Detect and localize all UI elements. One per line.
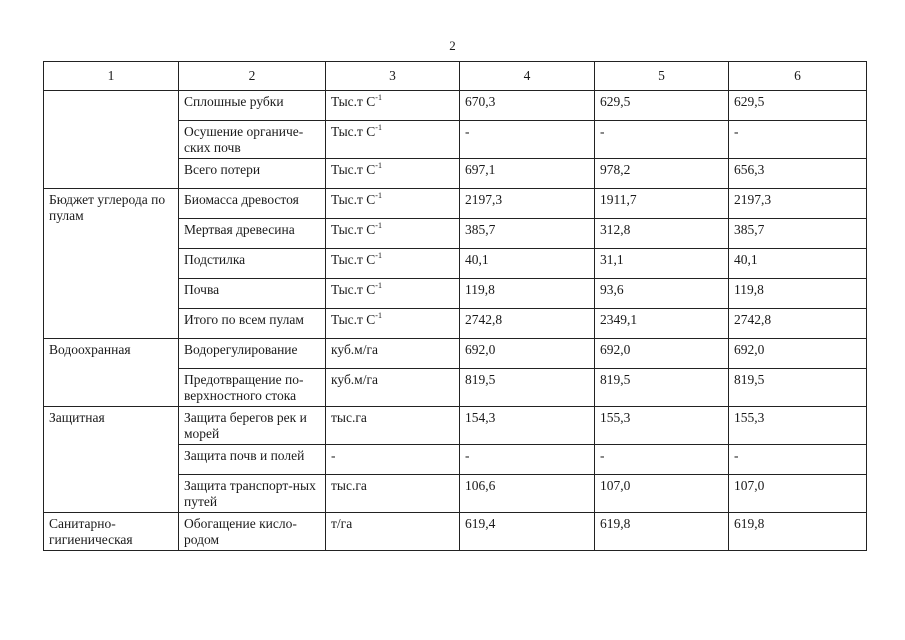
- value-cell: 119,8: [729, 279, 867, 309]
- value-cell: 819,5: [729, 369, 867, 407]
- value-cell: 107,0: [595, 475, 729, 513]
- value-cell: 629,5: [729, 91, 867, 121]
- value-cell: 619,8: [595, 513, 729, 551]
- column-header: 6: [729, 62, 867, 91]
- value-cell: 154,3: [460, 407, 595, 445]
- value-cell: 656,3: [729, 159, 867, 189]
- value-cell: 40,1: [729, 249, 867, 279]
- value-cell: 2742,8: [729, 309, 867, 339]
- value-cell: -: [460, 121, 595, 159]
- unit-cell: Тыс.т $С^{-1}$: [326, 249, 460, 279]
- value-cell: 692,0: [595, 339, 729, 369]
- unit-cell: т/га: [326, 513, 460, 551]
- indicator-cell: Водорегулирование: [179, 339, 326, 369]
- table-row: [44, 513, 867, 551]
- value-cell: 2349,1: [595, 309, 729, 339]
- value-cell: -: [729, 445, 867, 475]
- value-cell: 119,8: [460, 279, 595, 309]
- group-cell: Защитная: [44, 407, 179, 513]
- group-cell: [44, 91, 179, 189]
- unit-cell: тыс.га: [326, 475, 460, 513]
- unit-cell: Тыс.т $С^{-1}$: [326, 279, 460, 309]
- value-cell: 819,5: [595, 369, 729, 407]
- value-cell: 40,1: [460, 249, 595, 279]
- value-cell: 978,2: [595, 159, 729, 189]
- value-cell: 2197,3: [460, 189, 595, 219]
- unit-cell: Тыс.т $С^{-1}$: [326, 219, 460, 249]
- column-header: 4: [460, 62, 595, 91]
- value-cell: 670,3: [460, 91, 595, 121]
- value-cell: 106,6: [460, 475, 595, 513]
- value-cell: 385,7: [460, 219, 595, 249]
- unit-cell: тыс.га: [326, 407, 460, 445]
- value-cell: -: [595, 121, 729, 159]
- group-cell: Бюджет углерода по пулам: [44, 189, 179, 339]
- unit-cell: -: [326, 445, 460, 475]
- value-cell: 2742,8: [460, 309, 595, 339]
- value-cell: 697,1: [460, 159, 595, 189]
- table-row: [44, 91, 867, 121]
- unit-cell: Тыс.т $С^{-1}$: [326, 159, 460, 189]
- value-cell: 312,8: [595, 219, 729, 249]
- column-header: 3: [326, 62, 460, 91]
- value-cell: 155,3: [595, 407, 729, 445]
- indicator-cell: Итого по всем пулам: [179, 309, 326, 339]
- value-cell: 619,8: [729, 513, 867, 551]
- unit-cell: Тыс.т $С^{-1}$: [326, 189, 460, 219]
- value-cell: 692,0: [729, 339, 867, 369]
- table-row: [44, 189, 867, 219]
- value-cell: 1911,7: [595, 189, 729, 219]
- unit-cell: Тыс.т $С^{-1}$: [326, 91, 460, 121]
- group-cell: Санитарно-гигиеническая: [44, 513, 179, 551]
- value-cell: 31,1: [595, 249, 729, 279]
- value-cell: 692,0: [460, 339, 595, 369]
- indicator-cell: Подстилка: [179, 249, 326, 279]
- unit-cell: Тыс.т $С^{-1}$: [326, 309, 460, 339]
- column-header: 5: [595, 62, 729, 91]
- column-header: 1: [44, 62, 179, 91]
- indicator-cell: Осушение органиче-ских почв: [179, 121, 326, 159]
- indicator-cell: Биомасса древостоя: [179, 189, 326, 219]
- indicator-cell: Всего потери: [179, 159, 326, 189]
- data-table: [43, 61, 867, 551]
- page-number: 2: [449, 38, 456, 53]
- value-cell: 619,4: [460, 513, 595, 551]
- indicator-cell: Защита транспорт-ных путей: [179, 475, 326, 513]
- value-cell: -: [729, 121, 867, 159]
- unit-cell: Тыс.т $С^{-1}$: [326, 121, 460, 159]
- column-header: 2: [179, 62, 326, 91]
- group-cell: Водоохранная: [44, 339, 179, 407]
- value-cell: 629,5: [595, 91, 729, 121]
- value-cell: 155,3: [729, 407, 867, 445]
- value-cell: 93,6: [595, 279, 729, 309]
- indicator-cell: Сплошные рубки: [179, 91, 326, 121]
- indicator-cell: Мертвая древесина: [179, 219, 326, 249]
- value-cell: -: [595, 445, 729, 475]
- value-cell: 2197,3: [729, 189, 867, 219]
- value-cell: 385,7: [729, 219, 867, 249]
- value-cell: 819,5: [460, 369, 595, 407]
- indicator-cell: Предотвращение по-верхностного стока: [179, 369, 326, 407]
- unit-cell: куб.м/га: [326, 339, 460, 369]
- table-row: [44, 339, 867, 369]
- indicator-cell: Защита почв и полей: [179, 445, 326, 475]
- value-cell: 107,0: [729, 475, 867, 513]
- indicator-cell: Защита берегов рек и морей: [179, 407, 326, 445]
- unit-cell: куб.м/га: [326, 369, 460, 407]
- table-row: [44, 407, 867, 445]
- indicator-cell: Почва: [179, 279, 326, 309]
- indicator-cell: Обогащение кисло-родом: [179, 513, 326, 551]
- header-row: [44, 62, 867, 91]
- value-cell: -: [460, 445, 595, 475]
